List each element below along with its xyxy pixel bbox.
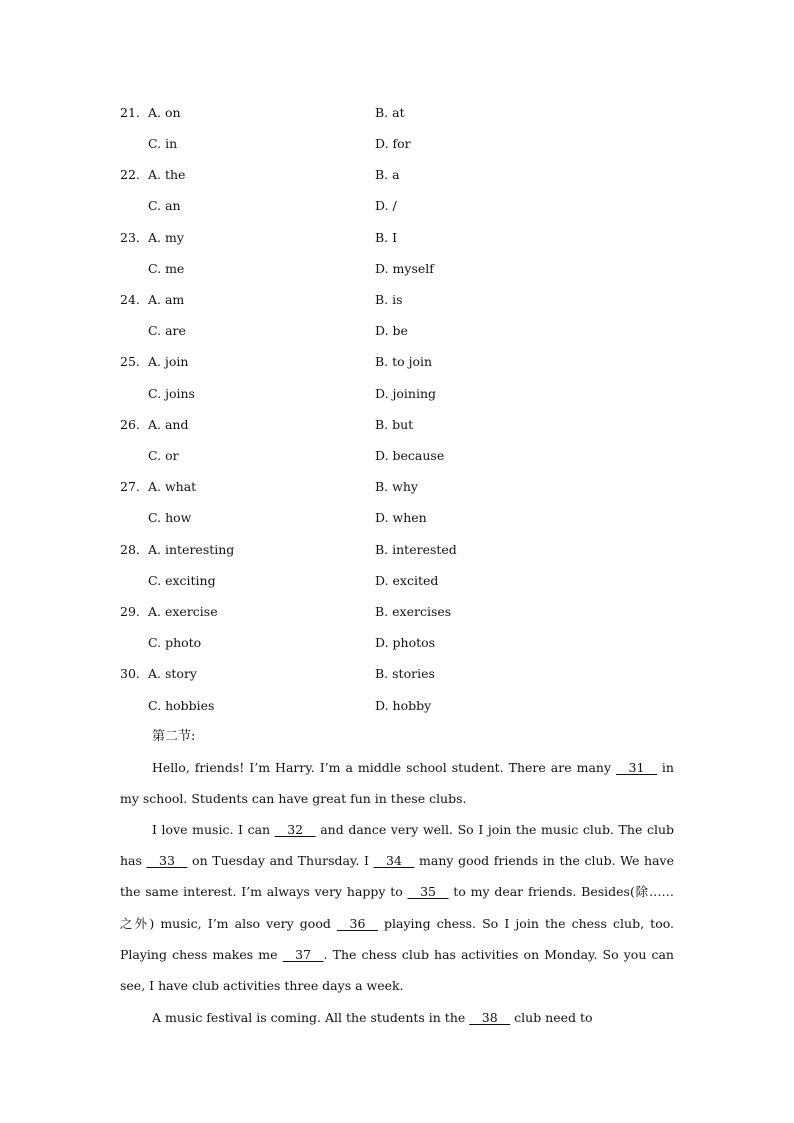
question-number: 25. — [120, 354, 140, 369]
option-b: B. at — [375, 105, 405, 120]
option-b: B. but — [375, 417, 414, 432]
blank-32: __32__ — [274, 822, 316, 837]
option-d: D. be — [375, 323, 408, 338]
question-number: 30. — [120, 666, 140, 681]
question-number: 24. — [120, 292, 140, 307]
option-c: C. exciting — [148, 573, 216, 588]
option-d: D. photos — [375, 635, 436, 650]
option-c: C. joins — [148, 386, 195, 401]
option-a: A. interesting — [148, 542, 235, 557]
question-number: 28. — [120, 542, 140, 557]
option-a: A. join — [148, 354, 189, 369]
text: on Tuesday and Thursday. I — [187, 853, 374, 869]
blank-38: __38__ — [469, 1010, 511, 1025]
text: club need to — [510, 1010, 593, 1025]
question-number: 29. — [120, 604, 140, 619]
text: to my dear friends. Besides(除……之外) music, I’m also very good — [120, 884, 674, 931]
option-d: D. joining — [375, 386, 437, 401]
text: A music festival is coming. All the students in the — [152, 1010, 470, 1025]
paragraph-3 — [120, 1002, 674, 1033]
option-a: A. my — [148, 230, 184, 245]
option-b: B. exercises — [375, 604, 452, 619]
option-a: A. exercise — [148, 604, 218, 619]
option-c: C. or — [148, 448, 179, 463]
option-a: A. and — [148, 417, 189, 432]
option-b: B. why — [375, 479, 418, 494]
option-a: A. on — [148, 105, 181, 120]
option-d: D. for — [375, 136, 411, 151]
option-b: B. interested — [375, 542, 457, 557]
option-a: A. the — [148, 167, 186, 182]
option-b: B. to join — [375, 354, 433, 369]
option-d: D. hobby — [375, 698, 432, 713]
paragraph-1 — [120, 752, 674, 814]
option-b: B. I — [375, 230, 398, 245]
text: and dance very well. So I join the music club. The club has — [120, 822, 674, 869]
blank-31: __31__ — [616, 760, 657, 775]
option-c: C. are — [148, 323, 186, 338]
blank-34: __34__ — [373, 853, 415, 869]
option-a: A. story — [148, 666, 197, 681]
blank-37: __37__ — [282, 946, 324, 962]
text: Hello, friends! I’m Harry. I’m a middle school student. There are many — [152, 760, 617, 775]
option-c: C. in — [148, 136, 178, 151]
text: in my school. Students can have great fun in these clubs. — [120, 760, 674, 807]
option-c: C. me — [148, 261, 185, 276]
option-b: B. stories — [375, 666, 435, 681]
blank-36: __36__ — [337, 915, 378, 931]
paragraph-2 — [120, 814, 674, 1001]
option-a: A. am — [148, 292, 185, 307]
text: . The chess club has activities on Monday. So you can see, I have club activities three days a week. — [120, 946, 674, 994]
text: playing chess. So I join the chess club, too. Playing chess makes me — [120, 915, 674, 962]
question-number: 23. — [120, 230, 140, 245]
text: many good friends in the club. We have the same interest. I’m always very happy to — [120, 853, 674, 900]
blank-35: __35__ — [407, 884, 449, 900]
option-d: D. when — [375, 510, 427, 525]
option-c: C. hobbies — [148, 698, 215, 713]
question-number: 22. — [120, 167, 140, 182]
option-b: B. a — [375, 167, 400, 182]
option-c: C. photo — [148, 635, 202, 650]
option-d: D. / — [375, 198, 397, 213]
blank-33: __33__ — [146, 853, 188, 869]
option-a: A. what — [148, 479, 197, 494]
question-number: 26. — [120, 417, 140, 432]
text: I love music. I can — [152, 822, 275, 837]
option-c: C. an — [148, 198, 181, 213]
question-number: 27. — [120, 479, 140, 494]
option-d: D. excited — [375, 573, 439, 588]
option-c: C. how — [148, 510, 192, 525]
option-b: B. is — [375, 292, 403, 307]
option-d: D. because — [375, 448, 445, 463]
section-title: 第二节: — [152, 729, 196, 744]
option-d: D. myself — [375, 261, 434, 276]
question-number: 21. — [120, 105, 140, 120]
